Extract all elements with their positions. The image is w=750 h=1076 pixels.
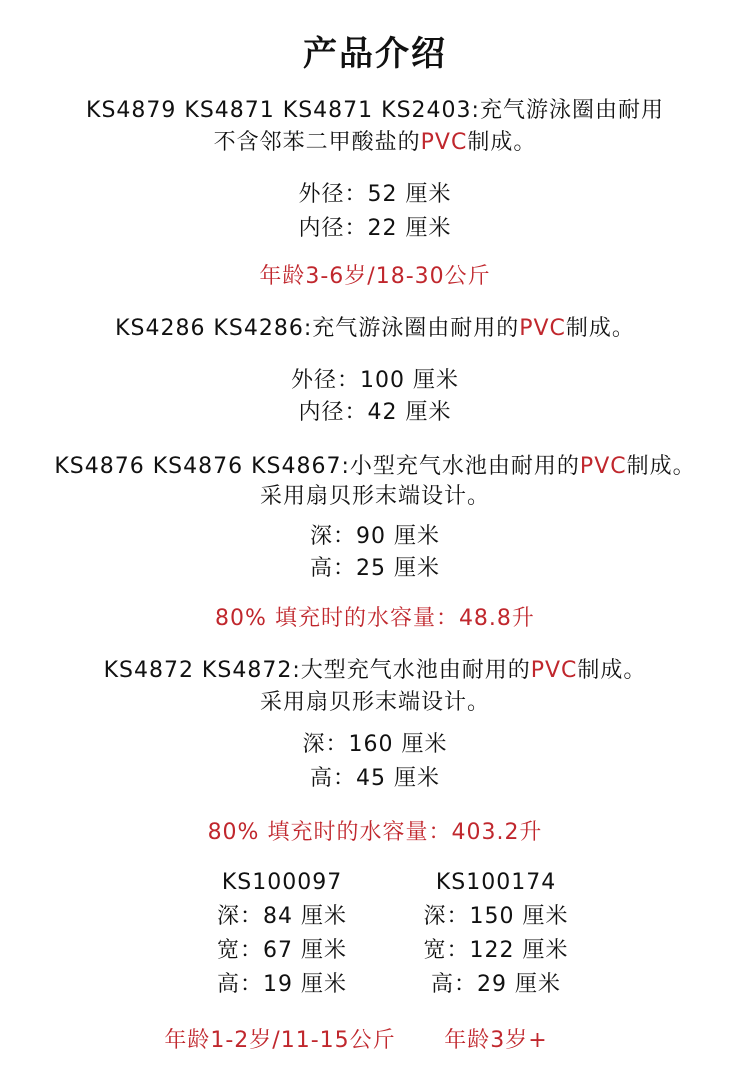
right-height: 高：29 厘米	[431, 972, 561, 997]
left-depth: 深：84 厘米	[217, 904, 347, 929]
section2-description	[0, 314, 750, 344]
section3-capacity: 80% 填充时的水容量：48.8升	[215, 606, 535, 631]
pvc-highlight: PVC	[579, 454, 627, 479]
section1-line2-end: 制成。	[467, 130, 537, 155]
section4-description-line1	[0, 656, 750, 686]
section1-line2-text: 不含邻苯二甲酸盐的	[213, 130, 421, 155]
section3-depth: 深：90 厘米	[310, 524, 440, 549]
section3-description-line1	[0, 452, 750, 482]
section4-text: KS4872 KS4872:大型充气水池由耐用的	[103, 658, 531, 683]
left-height: 高：19 厘米	[217, 972, 347, 997]
section2-inner-diameter: 内径：42 厘米	[298, 400, 452, 425]
pvc-highlight: PVC	[530, 658, 578, 683]
section4-text-end: 制成。	[577, 658, 647, 683]
section1-inner-diameter: 内径：22 厘米	[298, 216, 452, 241]
section4-description-line2: 采用扇贝形末端设计。	[259, 690, 490, 715]
section2-outer-diameter: 外径：100 厘米	[291, 368, 459, 393]
section1-outer-diameter: 外径：52 厘米	[298, 182, 452, 207]
right-width: 宽：122 厘米	[423, 938, 569, 963]
left-model: KS100097	[221, 870, 343, 895]
right-age-range: 年龄3岁+	[444, 1028, 548, 1053]
section1-description-line2	[0, 128, 750, 158]
section1-age-range: 年龄3-6岁/18-30公斤	[259, 264, 491, 289]
section3-height: 高：25 厘米	[310, 556, 440, 581]
section3-description-line2: 采用扇贝形末端设计。	[259, 484, 490, 509]
pvc-highlight: PVC	[420, 130, 468, 155]
pvc-highlight: PVC	[519, 316, 566, 341]
section4-depth: 深：160 厘米	[302, 732, 448, 757]
left-age-range: 年龄1-2岁/11-15公斤	[164, 1028, 396, 1053]
right-depth: 深：150 厘米	[423, 904, 569, 929]
section3-text-end: 制成。	[626, 454, 696, 479]
left-width: 宽：67 厘米	[217, 938, 347, 963]
section2-text-end: 制成。	[565, 316, 635, 341]
section3-text: KS4876 KS4876 KS4867:小型充气水池由耐用的	[54, 454, 580, 479]
page-title: 产品介绍	[303, 34, 447, 74]
section4-capacity: 80% 填充时的水容量：403.2升	[207, 820, 543, 845]
section2-text: KS4286 KS4286:充气游泳圈由耐用的	[115, 316, 520, 341]
section1-description-line1: KS4879 KS4871 KS4871 KS2403:充气游泳圈由耐用	[86, 98, 664, 123]
right-model: KS100174	[435, 870, 557, 895]
section4-height: 高：45 厘米	[310, 766, 440, 791]
